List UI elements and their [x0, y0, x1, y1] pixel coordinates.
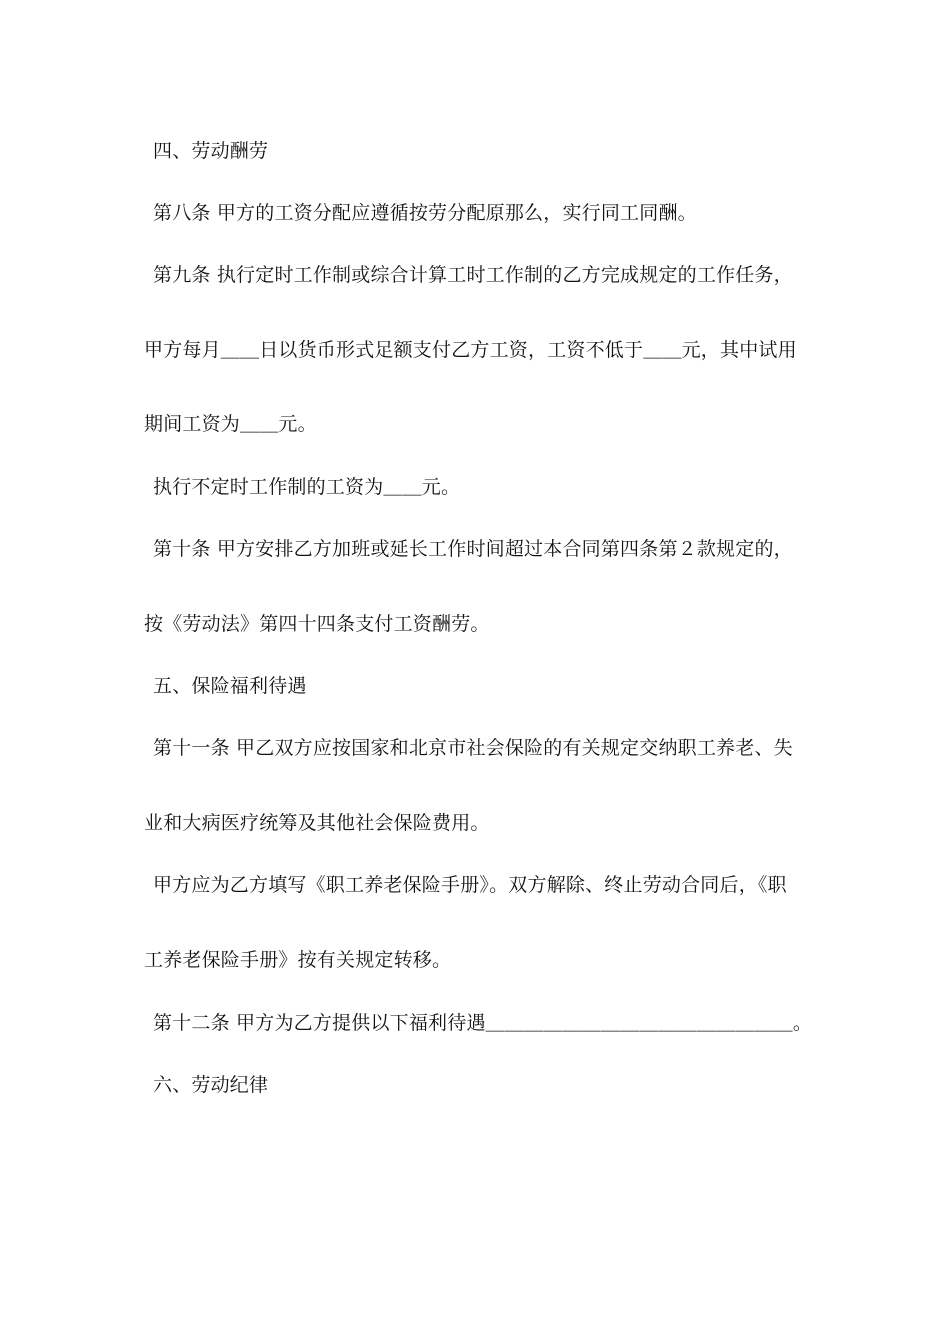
- article-9-line-3: 期间工资为＿＿元。: [144, 413, 317, 435]
- article-9-line-1: 第九条 执行定时工作制或综合计算工时工作制的乙方完成规定的工作任务，: [153, 264, 793, 286]
- article-12: 第十二条 甲方为乙方提供以下福利待遇＿＿＿＿＿＿＿＿＿＿＿＿＿＿＿＿。: [153, 1012, 813, 1034]
- article-8: 第八条 甲方的工资分配应遵循按劳分配原那么，实行同工同酬。: [153, 202, 697, 224]
- article-11-line-1: 第十一条 甲乙双方应按国家和北京市社会保险的有关规定交纳职工养老、失: [153, 737, 793, 759]
- article-10-line-1: 第十条 甲方安排乙方加班或延长工作时间超过本合同第四条第２款规定的，: [153, 538, 793, 560]
- article-10-line-2: 按《劳动法》第四十四条支付工资酬劳。: [144, 613, 490, 635]
- article-11-paragraph-2-line-2: 工养老保险手册》按有关规定转移。: [144, 949, 452, 971]
- section-heading-labor-pay: 四、劳动酬劳: [153, 140, 269, 162]
- section-heading-insurance-welfare: 五、保险福利待遇: [153, 675, 307, 697]
- article-9-line-2: 甲方每月＿＿日以货币形式足额支付乙方工资，工资不低于＿＿元，其中试用: [144, 339, 797, 361]
- section-heading-labor-discipline: 六、劳动纪律: [153, 1074, 269, 1096]
- article-11-line-2: 业和大病医疗统筹及其他社会保险费用。: [144, 812, 490, 834]
- article-11-paragraph-2-line-1: 甲方应为乙方填写《职工养老保险手册》。双方解除、终止劳动合同后，《职: [153, 874, 787, 896]
- article-9-paragraph-2: 执行不定时工作制的工资为＿＿元。: [153, 476, 461, 498]
